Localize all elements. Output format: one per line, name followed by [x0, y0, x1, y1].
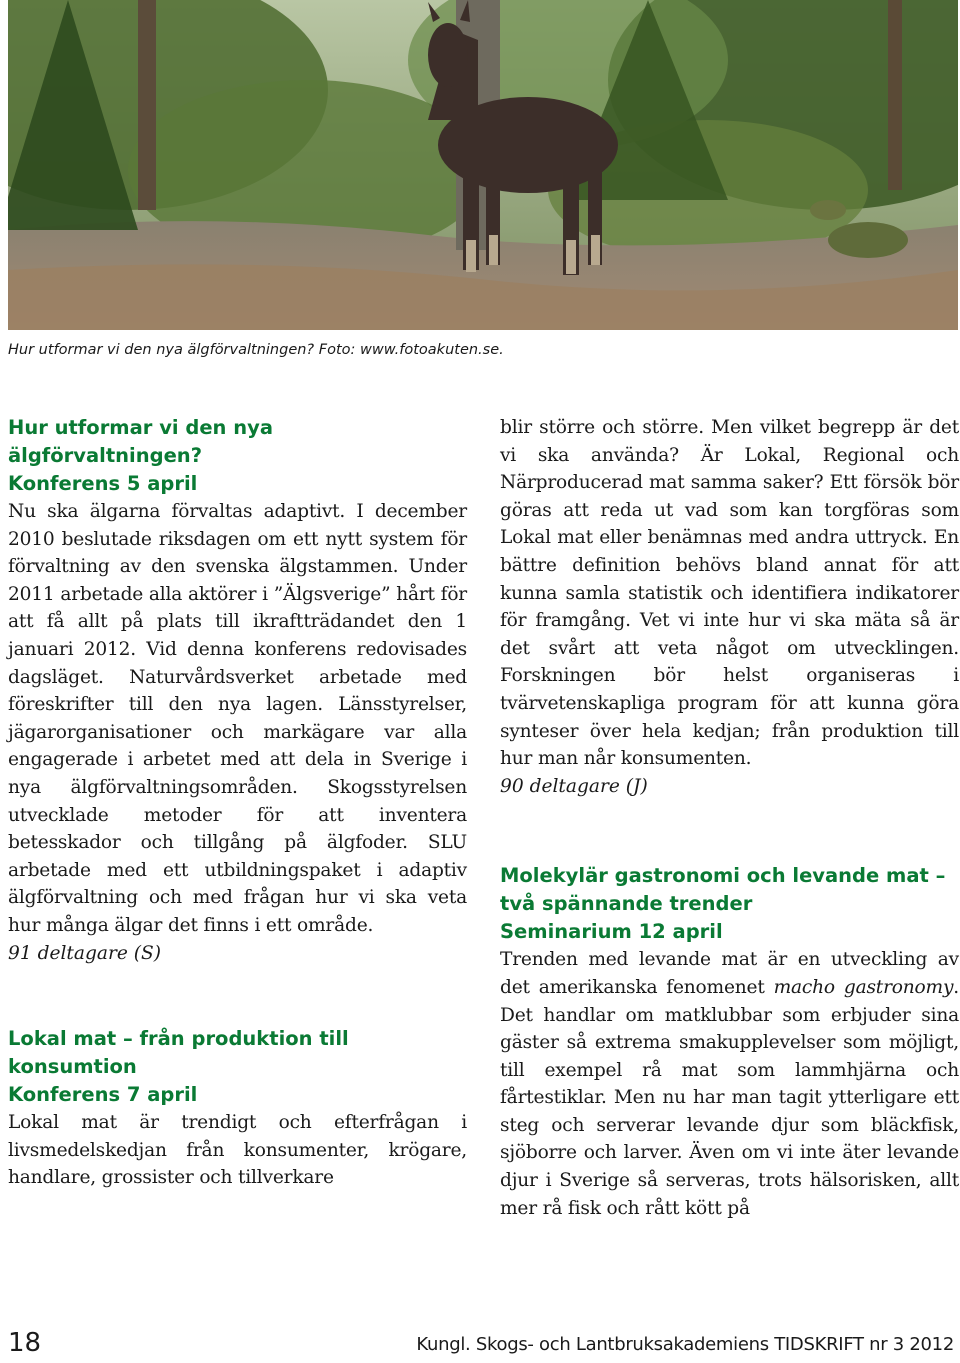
section-subtitle: Konferens 5 april — [8, 472, 198, 495]
section-body — [500, 946, 959, 1222]
section-title — [500, 862, 959, 946]
section-molecular-gastronomy — [500, 862, 959, 1222]
participants-count: 90 deltagare (J) — [500, 775, 648, 797]
moose-photo-illustration — [8, 0, 958, 330]
page-number: 18 — [8, 1328, 42, 1358]
section-subtitle: Seminarium 12 april — [500, 920, 723, 944]
participants-count: 91 deltagare (S) — [8, 942, 162, 964]
section-body: Nu ska älgarna förvaltas adaptivt. I december 2010 beslutade riksdagen om ett nytt system för förvaltning av den svenska älgstammen. Under 2011 arbetade alla aktörer i ”Älgsverige” hårt för att få allt på plats till ikraftträdandet den 1 januari 2012. Vid denna konferens redovisades dagsläget. Naturvårdsverket arbetade med föreskrifter till den nya lagen. Länsstyrelser, jägarorganisationer och markägare var alla engagerade i arbetet med att dela in Sverige i nya älgförvaltningsområden. Skogsstyrelsen utvecklade metoder för att inventera betesskador och tillgång på älgfoder. SLU arbetade med ett utbildningspaket i adaptiv älgförvaltning och med frågan hur vi ska veta hur många älgar det finns i ett område. — [8, 501, 467, 936]
journal-title: Kungl. Skogs- och Lantbruksakademiens TIDSKRIFT nr 3 2012 — [416, 1334, 954, 1355]
section-title-line2: konsumtion — [8, 1055, 137, 1079]
section-lokal-mat-continued — [500, 414, 959, 800]
right-column — [500, 414, 959, 1222]
section-title-line2: två spännande trender — [500, 892, 753, 916]
section-body: Lokal mat är trendigt och efterfrågan i livsmedelskedjan från konsumenter, krögare, handlare, grossister och tillverkare — [8, 1112, 467, 1189]
section-title — [8, 1025, 467, 1109]
section-body: blir större och större. Men vilket begrepp är det vi ska använda? Är Lokal, Regional och Närproducerad mat samma saker? Ett försök bör göras att reda ut vad som kan torgföras som Lokal mat eller benämnas med andra uttryck. En bättre definition behövs bland annat för att kunna samla statistik och identifiera indikatorer för framgång. Vet vi inte hur vi ska mäta så är det svårt att veta något om utvecklingen. Forskningen bör helst organiseras i tvärvetenskapliga program för att kunna göra synteser över hela kedjan; från produktion till hur man når konsumenten. — [500, 417, 959, 770]
body-text: Trenden med levande mat är en utveckling av det amerikanska fenomenet — [500, 949, 959, 998]
body-text-continued: . Det handlar om matklubbar som erbjuder sina gäster så extrema smakupplevelser som möjligt, till exempel rå mat som lammhjärna och fårtestiklar. Men nu har man tagit ytterligare ett steg och serverar levande djur som bläckfisk, sjöborre och larver. Även om vi inte äter levande djur i Sverige så serveras, trots hälsorisken, allt mer rå fisk och rått kött på — [500, 976, 959, 1219]
section-subtitle: Konferens 7 april — [8, 1083, 198, 1107]
moose-forest-photo — [8, 0, 958, 330]
section-title — [8, 414, 467, 498]
left-column — [8, 414, 467, 1192]
section-lokal-mat — [8, 1025, 467, 1192]
section-title-line1: Lokal mat – från produktion till — [8, 1027, 349, 1051]
section-title-line1: Hur utformar vi den nya — [8, 416, 273, 439]
body-italic-term: macho gastronomy — [773, 976, 954, 998]
section-title-line1: Molekylär gastronomi och levande mat – — [500, 864, 946, 888]
photo-caption: Hur utformar vi den nya älgförvaltningen? Foto: www.fotoakuten.se. — [8, 342, 504, 358]
section-alg-conference — [8, 414, 467, 967]
section-title-line2: älgförvaltningen? — [8, 444, 203, 467]
